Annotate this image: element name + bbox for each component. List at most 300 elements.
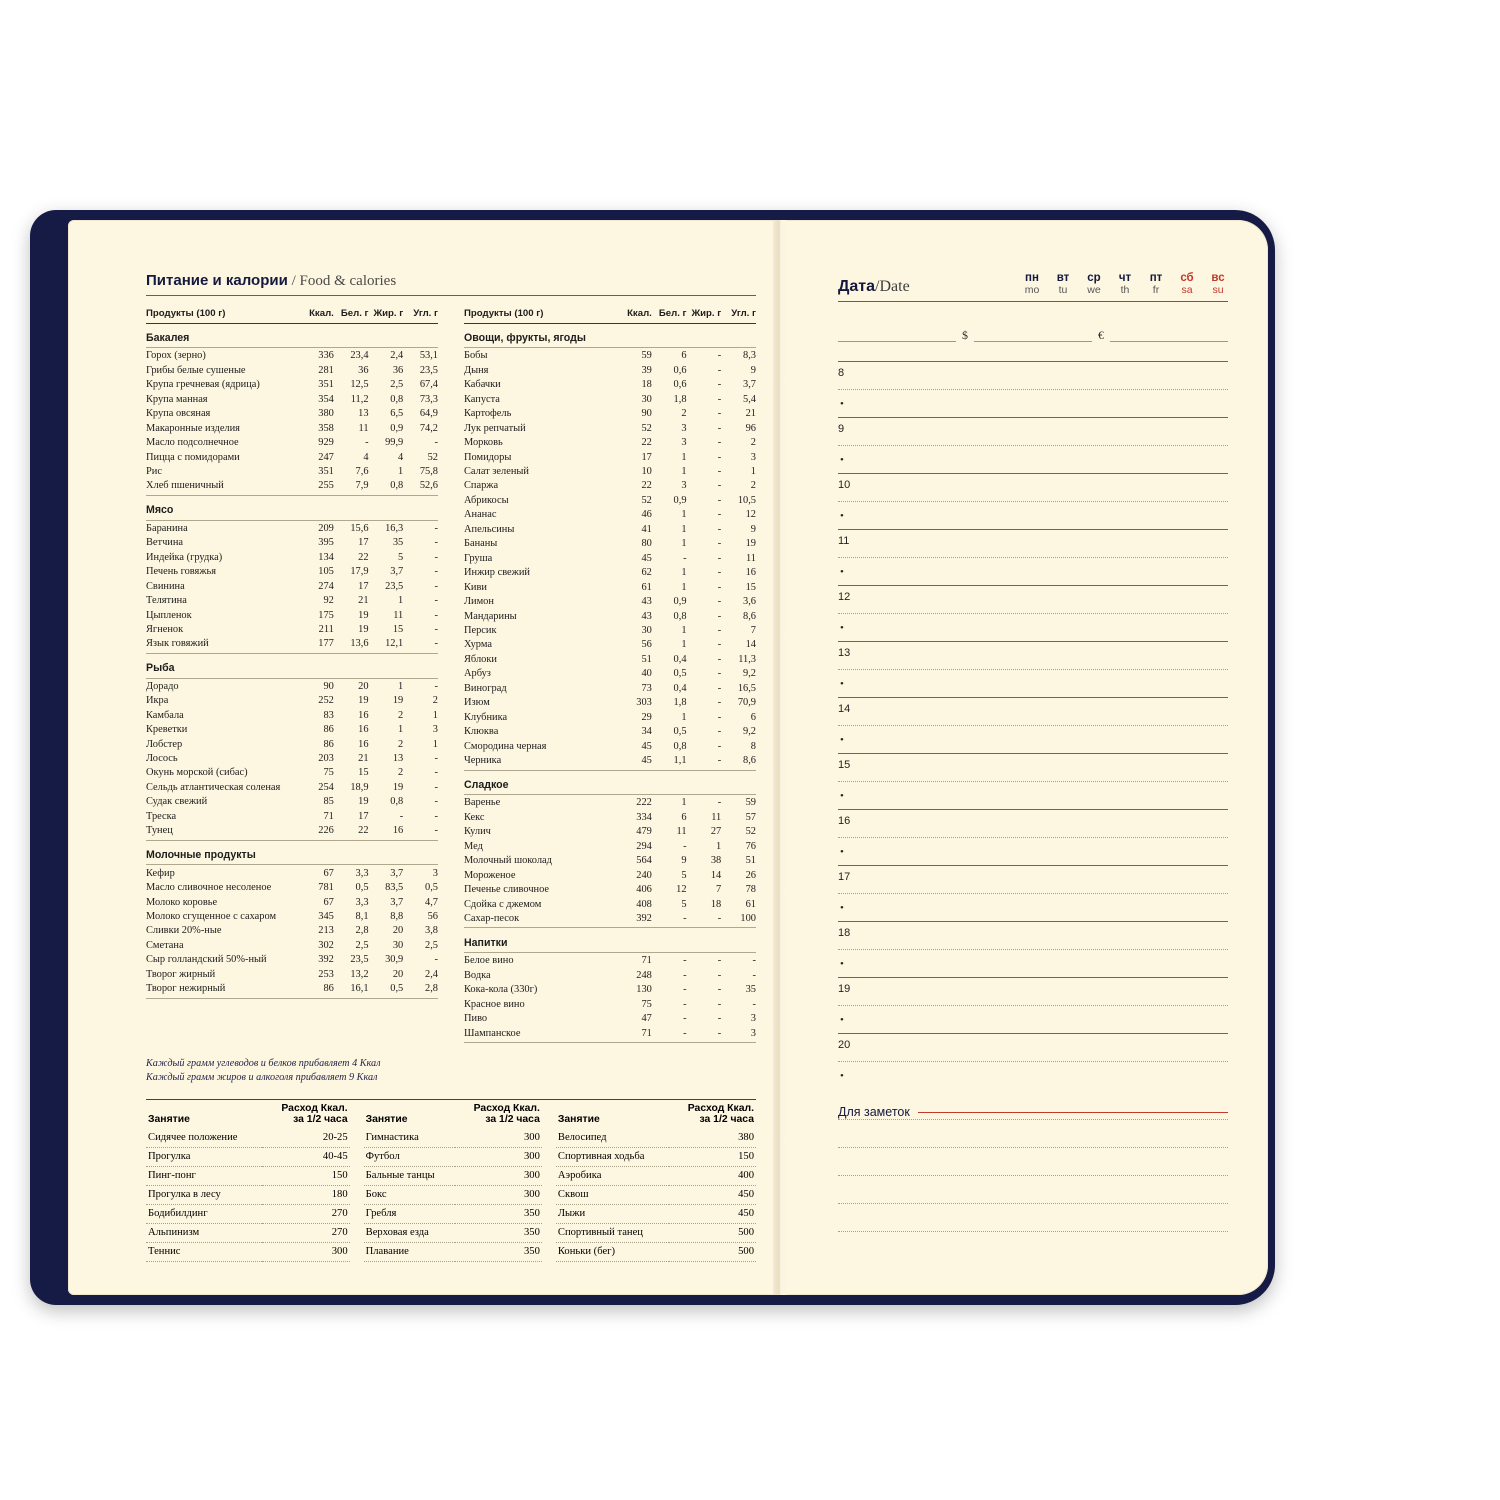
- food-value: -: [717, 466, 722, 477]
- cost-label-1a: Расход Ккал.: [281, 1103, 348, 1115]
- currency-line-right[interactable]: [1110, 330, 1228, 342]
- food-value: 2: [398, 738, 404, 750]
- food-value: -: [717, 538, 722, 550]
- food-value: 1: [750, 466, 756, 477]
- food-value: 23,5: [350, 954, 369, 966]
- food-name: Груша: [464, 552, 493, 564]
- activity-name: Теннис: [146, 1242, 262, 1261]
- food-name: Черника: [464, 755, 502, 767]
- hour-label: 9: [838, 423, 845, 435]
- food-name: Помидоры: [464, 451, 512, 463]
- food-value: 3: [432, 724, 438, 736]
- food-value: 35: [745, 984, 756, 996]
- table-row: [464, 969, 756, 983]
- hour-slot-13[interactable]: [838, 641, 1228, 669]
- table-row: [146, 982, 438, 996]
- col-head-fat: Жир. г: [691, 308, 722, 320]
- food-value: 1,8: [673, 697, 687, 709]
- spacer: [350, 1166, 364, 1185]
- food-value: 47: [641, 1013, 652, 1025]
- table-row: [464, 523, 756, 537]
- food-value: 83: [323, 709, 334, 721]
- hour-slot-16[interactable]: [838, 809, 1228, 837]
- food-value: 1: [681, 466, 687, 477]
- food-value: 76: [745, 840, 756, 852]
- food-value: 12: [676, 884, 687, 896]
- table-row: [146, 680, 438, 694]
- hour-slot-18[interactable]: [838, 921, 1228, 949]
- table-header-row: [464, 307, 756, 321]
- food-name: Печень говяжья: [146, 566, 217, 578]
- food-value: -: [717, 913, 722, 925]
- food-value: 134: [318, 551, 334, 563]
- food-value: 85: [323, 796, 334, 808]
- food-name: Пицца с помидорами: [146, 451, 240, 463]
- food-group-header: [464, 772, 756, 794]
- food-name: Картофель: [464, 408, 512, 420]
- food-value: 254: [318, 781, 334, 793]
- food-value: 380: [318, 408, 334, 420]
- food-value: 4,7: [425, 896, 438, 908]
- food-value: -: [717, 393, 722, 405]
- food-value: 29: [641, 711, 652, 723]
- half-hour-slot-8[interactable]: [838, 389, 1228, 417]
- half-hour-slot-14[interactable]: [838, 725, 1228, 753]
- food-value: -: [434, 767, 438, 779]
- weekday-su[interactable]: [1208, 272, 1228, 296]
- food-name: Мороженое: [464, 869, 516, 881]
- page-title: [146, 272, 756, 290]
- table-row: [146, 378, 438, 392]
- cost-label-2a: Расход Ккал.: [473, 1103, 540, 1115]
- half-hour-slot-11[interactable]: [838, 557, 1228, 585]
- date-label-sep: /: [875, 278, 880, 295]
- food-value: 781: [318, 882, 334, 894]
- food-value: -: [683, 552, 687, 564]
- food-value: 52: [641, 422, 652, 434]
- weekday-selector[interactable]: [1022, 272, 1228, 296]
- food-value: 2: [750, 437, 756, 449]
- spacer: [350, 1147, 364, 1166]
- date-header: [838, 272, 1228, 296]
- table-row: [464, 407, 756, 421]
- food-value: 1: [681, 451, 687, 463]
- food-value: -: [717, 755, 722, 767]
- food-value: 0,9: [673, 596, 687, 608]
- food-name: Бобы: [464, 350, 488, 362]
- table-row: [146, 637, 438, 651]
- page-spine: [773, 220, 787, 1295]
- notes-rule: [918, 1112, 1228, 1113]
- cost-label-1b: за 1/2 часа: [293, 1114, 348, 1126]
- half-hour-slot-13[interactable]: [838, 669, 1228, 697]
- food-name: Клюква: [464, 726, 499, 738]
- food-value: 17: [358, 537, 369, 549]
- food-name: Сметана: [146, 939, 184, 951]
- food-value: 8,8: [390, 910, 404, 922]
- food-name: Спаржа: [464, 480, 499, 492]
- food-name: Персик: [464, 624, 497, 636]
- food-value: 19: [745, 538, 756, 550]
- food-value: -: [434, 781, 438, 793]
- hour-slot-15[interactable]: [838, 753, 1228, 781]
- food-name: Хлеб пшеничный: [146, 480, 224, 492]
- col-head-carbs: Угл. г: [413, 308, 438, 320]
- currency-line-middle[interactable]: [974, 330, 1092, 342]
- food-value: -: [434, 609, 438, 621]
- food-name: Макаронные изделия: [146, 422, 240, 434]
- food-value: 3: [681, 422, 687, 434]
- cost-label-2b: за 1/2 часа: [485, 1114, 540, 1126]
- food-value: 211: [318, 623, 334, 635]
- food-name: Креветки: [146, 724, 188, 736]
- food-value: 10: [641, 466, 652, 477]
- food-value: 0,5: [673, 726, 687, 738]
- cost-label-3b: за 1/2 часа: [699, 1114, 754, 1126]
- food-value: 7: [750, 624, 756, 636]
- food-value: -: [717, 984, 722, 996]
- food-value: 11: [711, 811, 722, 823]
- food-name: Красное вино: [464, 998, 525, 1010]
- table-row: [146, 1147, 756, 1166]
- food-value: 45: [641, 755, 652, 767]
- food-value: 67: [323, 896, 334, 908]
- food-name: Бананы: [464, 538, 498, 550]
- half-hour-dot-icon: •: [840, 398, 844, 410]
- dollar-icon: $: [962, 328, 968, 342]
- food-value: 52,6: [419, 480, 438, 492]
- hour-slot-20[interactable]: [838, 1033, 1228, 1061]
- food-value: 86: [323, 724, 334, 736]
- food-value: 16: [358, 724, 369, 736]
- food-value: 334: [636, 811, 652, 823]
- weekday-label-en: fr: [1152, 284, 1160, 296]
- food-value: 21: [745, 408, 756, 420]
- hour-slot-12[interactable]: [838, 585, 1228, 613]
- activity-name: Альпинизм: [146, 1223, 262, 1242]
- food-value: 18: [641, 379, 652, 391]
- food-value: -: [434, 522, 438, 534]
- food-name: Свинина: [146, 580, 185, 592]
- activity-calories: 300: [455, 1129, 542, 1148]
- half-hour-slot-17[interactable]: [838, 893, 1228, 921]
- spacer: [542, 1147, 556, 1166]
- food-value: 6: [750, 711, 756, 723]
- food-value: 1: [681, 797, 687, 809]
- table-row: [464, 349, 756, 363]
- food-value: 3,7: [743, 379, 756, 391]
- table-row: [146, 436, 438, 450]
- currency-row[interactable]: [838, 328, 1228, 343]
- food-name: Водка: [464, 969, 491, 981]
- activity-calories: 20-25: [262, 1129, 349, 1148]
- food-name: Лимон: [464, 596, 494, 608]
- food-value: 19: [392, 695, 404, 707]
- table-row: [146, 709, 438, 723]
- table-row: [146, 1166, 756, 1185]
- food-value: 67,4: [419, 379, 438, 391]
- table-row: [464, 552, 756, 566]
- food-value: -: [717, 610, 722, 622]
- food-value: 16,3: [385, 522, 404, 534]
- date-label: [838, 278, 910, 296]
- food-group-label: Бакалея: [146, 331, 190, 344]
- table-row: [464, 754, 756, 768]
- activity-name: Гимнастика: [364, 1129, 455, 1148]
- food-value: 294: [636, 840, 652, 852]
- half-hour-slot-10[interactable]: [838, 501, 1228, 529]
- food-value: 27: [710, 826, 722, 838]
- food-name: Кулич: [464, 826, 491, 838]
- food-value: 1: [681, 639, 687, 651]
- food-value: -: [365, 437, 369, 449]
- table-row: [464, 638, 756, 652]
- weekday-label-en: mo: [1024, 284, 1040, 296]
- table-header-row: [146, 307, 438, 321]
- hour-slot-11[interactable]: [838, 529, 1228, 557]
- food-name: Лосось: [146, 753, 178, 764]
- hour-slot-10[interactable]: [838, 473, 1228, 501]
- food-value: 23,4: [350, 350, 369, 362]
- food-value: 1,1: [673, 755, 687, 767]
- hour-slot-14[interactable]: [838, 697, 1228, 725]
- weekday-we[interactable]: [1084, 272, 1104, 296]
- food-value: 18,9: [350, 781, 369, 793]
- weekday-tu[interactable]: [1053, 272, 1073, 296]
- table-row: [146, 1204, 756, 1223]
- food-value: 0,8: [673, 740, 687, 752]
- table-row: [464, 869, 756, 883]
- hour-schedule[interactable]: [838, 361, 1228, 1089]
- table-row: [464, 436, 756, 450]
- activity-head-name-2: Занятие: [365, 1114, 408, 1126]
- activity-head-cost-3: [669, 1100, 756, 1129]
- weekday-mo[interactable]: [1022, 272, 1042, 296]
- food-tables: [146, 307, 756, 1044]
- food-value: 14: [745, 639, 756, 651]
- half-hour-slot-15[interactable]: [838, 781, 1228, 809]
- food-value: 15,6: [350, 522, 369, 534]
- food-value: 38: [710, 855, 722, 867]
- food-value: 351: [318, 466, 334, 477]
- food-value: 0,8: [673, 610, 687, 622]
- food-name: Творог нежирный: [146, 983, 226, 995]
- food-name: Икра: [146, 695, 169, 707]
- food-value: 11: [393, 609, 404, 621]
- food-name: Мед: [464, 840, 483, 852]
- weekday-th[interactable]: [1115, 272, 1135, 296]
- food-value: 59: [641, 350, 652, 362]
- food-value: -: [752, 998, 756, 1010]
- table-row: [464, 581, 756, 595]
- weekday-sa[interactable]: [1177, 272, 1197, 296]
- spacer-2: [542, 1100, 556, 1129]
- activity-name: Сквош: [556, 1185, 669, 1204]
- food-value: 11,3: [738, 653, 756, 665]
- food-value: 3: [750, 1027, 756, 1039]
- food-name: Морковь: [464, 437, 503, 449]
- food-value: 175: [318, 609, 334, 621]
- half-hour-slot-12[interactable]: [838, 613, 1228, 641]
- food-group-header: [146, 655, 438, 677]
- food-value: 11,2: [350, 393, 369, 405]
- spacer: [542, 1129, 556, 1148]
- half-hour-slot-19[interactable]: [838, 1005, 1228, 1033]
- food-value: 0,6: [673, 379, 687, 391]
- food-value: 52: [641, 494, 652, 506]
- calorie-note-line-1: Каждый грамм углеводов и белков прибавляет 4 Ккал: [146, 1058, 381, 1070]
- food-name: Масло сливочное несоленое: [146, 882, 272, 894]
- note-line[interactable]: [838, 1119, 1228, 1147]
- table-row: [464, 450, 756, 464]
- food-value: 51: [745, 855, 756, 867]
- table-row: [146, 881, 438, 895]
- weekday-label-en: th: [1120, 284, 1130, 296]
- note-line[interactable]: [838, 1203, 1228, 1231]
- table-row: [464, 624, 756, 638]
- food-value: 36: [392, 364, 404, 376]
- food-value: 12,5: [350, 379, 369, 391]
- food-name: Ягненок: [146, 623, 184, 635]
- calorie-note: [146, 1057, 756, 1085]
- table-row: [146, 608, 438, 622]
- hour-slot-17[interactable]: [838, 865, 1228, 893]
- food-value: 30,9: [385, 954, 404, 966]
- table-row: [146, 867, 438, 881]
- half-hour-slot-20[interactable]: [838, 1061, 1228, 1089]
- hour-label: 16: [838, 815, 851, 827]
- food-name: Камбала: [146, 709, 184, 721]
- food-group-header: [146, 842, 438, 864]
- hour-slot-19[interactable]: [838, 977, 1228, 1005]
- food-value: -: [717, 653, 722, 665]
- half-hour-dot-icon: •: [840, 902, 844, 914]
- hour-label: 11: [838, 535, 850, 547]
- table-row: [146, 479, 438, 493]
- food-value: 9: [681, 855, 687, 867]
- weekday-label-en: su: [1212, 284, 1224, 296]
- food-value: 99,9: [385, 437, 404, 449]
- table-row: [146, 1185, 756, 1204]
- food-value: 51: [641, 653, 652, 665]
- food-value: 0,4: [673, 682, 687, 694]
- food-value: 2,8: [355, 925, 369, 937]
- food-value: -: [717, 581, 722, 593]
- half-hour-dot-icon: •: [840, 958, 844, 970]
- food-value: 0,9: [673, 494, 687, 506]
- food-value: -: [717, 711, 722, 723]
- food-value: 61: [641, 581, 652, 593]
- food-value: -: [717, 639, 722, 651]
- food-value: 19: [358, 796, 369, 808]
- food-value: 1: [681, 624, 687, 636]
- food-value: 3,3: [355, 867, 369, 879]
- food-value: 17: [641, 451, 652, 463]
- note-line[interactable]: [838, 1147, 1228, 1175]
- food-value: 15: [392, 623, 404, 635]
- activity-calories: 300: [455, 1166, 542, 1185]
- food-group-label: Мясо: [146, 504, 174, 516]
- food-value: 16,1: [350, 983, 369, 995]
- food-value: 105: [318, 566, 334, 578]
- table-row: [146, 694, 438, 708]
- activity-calories: 180: [262, 1185, 349, 1204]
- half-hour-slot-16[interactable]: [838, 837, 1228, 865]
- food-name: Телятина: [146, 595, 187, 607]
- table-row: [464, 825, 756, 839]
- food-value: 30: [641, 393, 652, 405]
- table-row: [464, 912, 756, 926]
- table-row: [146, 968, 438, 982]
- spacer: [542, 1242, 556, 1261]
- note-line[interactable]: [838, 1231, 1228, 1259]
- table-row: [146, 565, 438, 579]
- hour-slot-9[interactable]: [838, 417, 1228, 445]
- food-group-header: [146, 325, 438, 347]
- food-value: 17: [358, 580, 369, 592]
- food-value: 19: [358, 695, 369, 707]
- hour-slot-8[interactable]: [838, 361, 1228, 389]
- food-value: 0,5: [425, 882, 438, 894]
- notes-header: [838, 1105, 1228, 1119]
- food-table-2: [464, 307, 756, 1044]
- currency-line-left[interactable]: [838, 330, 956, 342]
- activity-calories: 500: [669, 1223, 756, 1242]
- date-rule: [838, 301, 1228, 302]
- table-row: [464, 465, 756, 479]
- table-row: [146, 810, 438, 824]
- spacer: [350, 1129, 364, 1148]
- food-name: Хурма: [464, 639, 492, 651]
- food-value: 3: [681, 437, 687, 449]
- food-value: 5: [681, 898, 687, 910]
- activity-calories: 150: [669, 1147, 756, 1166]
- food-value: 479: [636, 826, 652, 838]
- food-name: Дорадо: [146, 680, 179, 692]
- table-row: [464, 422, 756, 436]
- food-value: 240: [636, 869, 652, 881]
- table-row: [146, 1129, 756, 1148]
- food-value: -: [683, 1027, 687, 1039]
- food-value: 302: [318, 939, 334, 951]
- half-hour-slot-9[interactable]: [838, 445, 1228, 473]
- half-hour-dot-icon: •: [840, 678, 844, 690]
- food-value: 61: [745, 898, 756, 910]
- half-hour-slot-18[interactable]: [838, 949, 1228, 977]
- food-value: 71: [641, 955, 652, 967]
- activity-calories: 270: [262, 1223, 349, 1242]
- hour-label: 8: [838, 367, 845, 379]
- spacer: [350, 1204, 364, 1223]
- table-row: [464, 667, 756, 681]
- food-value: 336: [318, 350, 334, 362]
- food-name: Дыня: [464, 364, 489, 376]
- food-group-header: [464, 930, 756, 952]
- table-row: [146, 450, 438, 464]
- food-value: -: [717, 955, 722, 967]
- note-line[interactable]: [838, 1175, 1228, 1203]
- food-name: Лук репчатый: [464, 422, 526, 434]
- weekday-label-en: we: [1087, 284, 1101, 296]
- food-name: Кефир: [146, 867, 175, 879]
- food-value: -: [434, 753, 438, 764]
- weekday-fr[interactable]: [1146, 272, 1166, 296]
- food-value: 252: [318, 695, 334, 707]
- notes-lines[interactable]: [838, 1119, 1228, 1259]
- table-row: [464, 696, 756, 710]
- food-value: -: [752, 955, 756, 967]
- food-value: 90: [323, 680, 334, 692]
